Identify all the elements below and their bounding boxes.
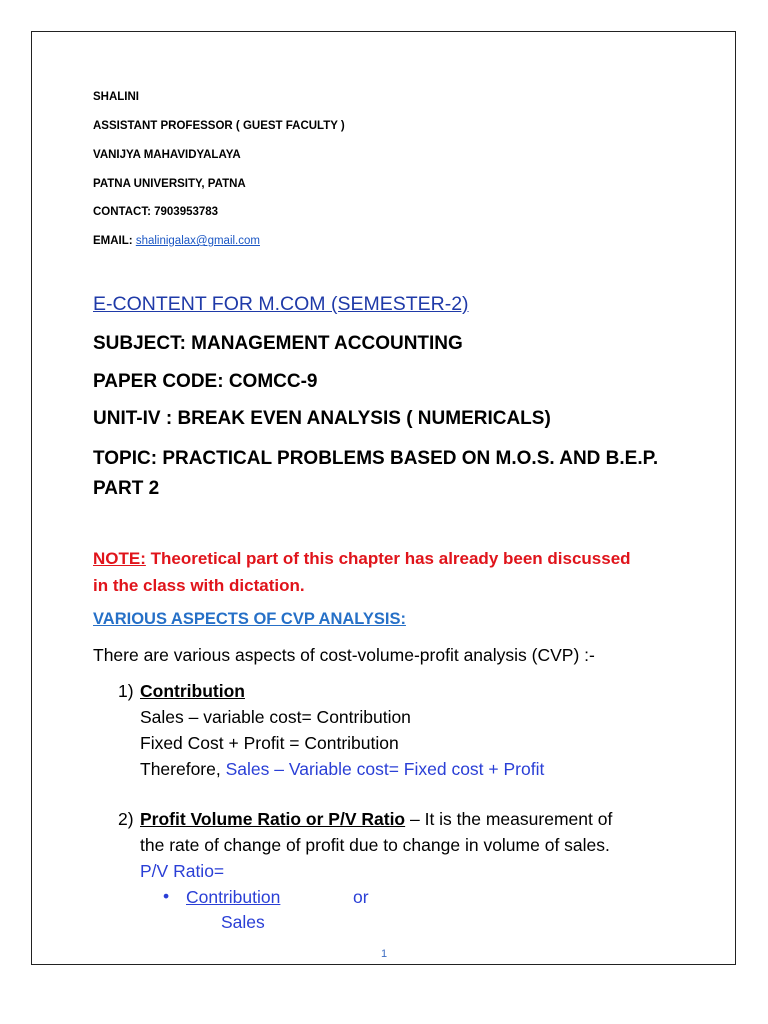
pv-ratio-label: P/V Ratio= [140, 861, 225, 881]
author-name: SHALINI [93, 91, 139, 103]
item1-title: Contribution [140, 681, 245, 701]
item1-formula: Sales – Variable cost= Fixed cost + Profit [225, 759, 545, 779]
author-college: VANIJYA MAHAVIDYALAYA [93, 149, 241, 161]
pv-denominator: Sales [221, 912, 265, 932]
page-number: 1 [381, 948, 388, 960]
subject-title: SUBJECT: MANAGEMENT ACCOUNTING [93, 333, 463, 354]
author-designation: ASSISTANT PROFESSOR ( GUEST FACULTY ) [93, 120, 345, 132]
topic-title-line2: PART 2 [93, 478, 160, 499]
note-line2: in the class with dictation. [93, 576, 305, 595]
item1-line3-prefix: Therefore, [140, 759, 226, 779]
email-link[interactable]: shalinigalax@gmail.com [135, 235, 260, 247]
item1-number: 1) [118, 681, 134, 701]
unit-title: UNIT-IV : BREAK EVEN ANALYSIS ( NUMERICALS) [93, 408, 551, 429]
item1-line1: Sales – variable cost= Contribution [140, 707, 411, 727]
item2-title: Profit Volume Ratio or P/V Ratio [140, 809, 406, 829]
item2-line1 [140, 809, 612, 830]
author-university: PATNA UNIVERSITY, PATNA [93, 178, 246, 190]
topic-title-line1: TOPIC: PRACTICAL PROBLEMS BASED ON M.O.S. AND B.E.P. [93, 448, 659, 469]
item2-number: 2) [118, 809, 134, 829]
item2-desc2: the rate of change of profit due to change in volume of sales. [140, 835, 610, 855]
section-intro: There are various aspects of cost-volume-profit analysis (CVP) :- [93, 645, 595, 665]
econtent-title: E-CONTENT FOR M.COM (SEMESTER-2) [93, 293, 469, 315]
author-contact: CONTACT: 7903953783 [93, 206, 219, 218]
item1-line2: Fixed Cost + Profit = Contribution [140, 733, 399, 753]
item2-desc1: – It is the measurement of [405, 809, 613, 829]
note-label: NOTE: [93, 549, 146, 568]
pv-or: or [353, 887, 369, 907]
author-email-line [93, 235, 260, 247]
bullet-icon: • [163, 886, 170, 906]
paper-code-title: PAPER CODE: COMCC-9 [93, 371, 318, 392]
email-label: EMAIL: [93, 235, 133, 247]
item1-line3 [140, 759, 544, 780]
note-text-1: Theoretical part of this chapter has already been discussed [145, 549, 631, 568]
section-heading: VARIOUS ASPECTS OF CVP ANALYSIS: [93, 610, 406, 628]
pv-numerator: Contribution [186, 887, 281, 907]
note-line1 [93, 549, 631, 569]
